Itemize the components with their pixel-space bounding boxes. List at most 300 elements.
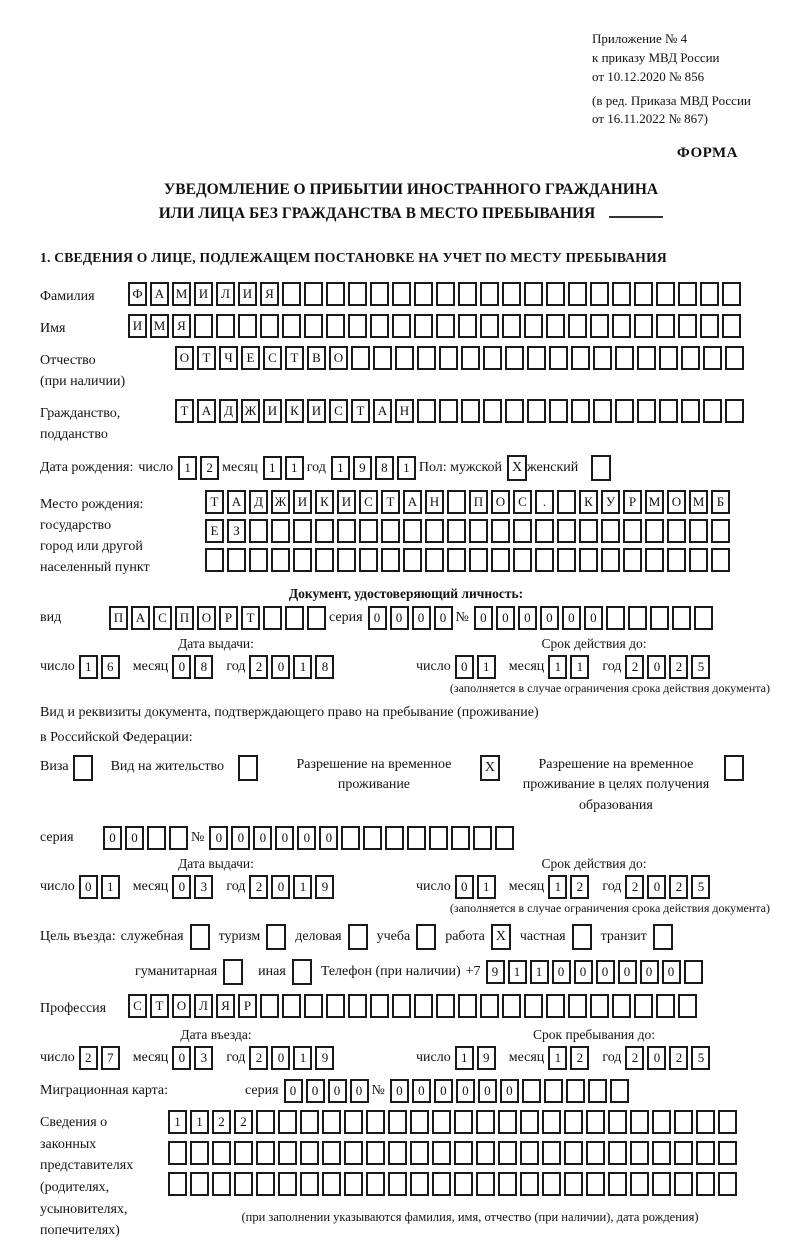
stay-day-cells[interactable] (455, 1046, 499, 1070)
char-cell[interactable]: К (315, 490, 334, 514)
surname-cells[interactable] (128, 282, 744, 306)
char-cell[interactable]: 5 (691, 875, 710, 899)
char-cell[interactable] (205, 548, 224, 572)
char-cell[interactable] (590, 282, 609, 306)
char-cell[interactable] (447, 548, 466, 572)
char-cell[interactable] (630, 1110, 649, 1134)
purpose-tourism-checkbox[interactable] (266, 924, 286, 950)
char-cell[interactable] (711, 548, 730, 572)
char-cell[interactable] (395, 346, 414, 370)
char-cell[interactable] (454, 1110, 473, 1134)
char-cell[interactable] (476, 1110, 495, 1134)
char-cell[interactable] (388, 1110, 407, 1134)
char-cell[interactable] (370, 314, 389, 338)
char-cell[interactable]: 2 (249, 875, 268, 899)
char-cell[interactable] (234, 1172, 253, 1196)
char-cell[interactable] (502, 314, 521, 338)
char-cell[interactable]: 1 (79, 655, 98, 679)
char-cell[interactable] (480, 994, 499, 1018)
migration-number-cells[interactable] (390, 1079, 632, 1103)
residence-expiry-year-cells[interactable] (625, 875, 713, 899)
char-cell[interactable]: С (153, 606, 172, 630)
patronymic-cells[interactable] (175, 346, 747, 370)
char-cell[interactable]: 0 (596, 960, 615, 984)
char-cell[interactable]: 0 (662, 960, 681, 984)
char-cell[interactable]: И (337, 490, 356, 514)
residence-series-cells[interactable] (103, 826, 191, 850)
char-cell[interactable]: Б (711, 490, 730, 514)
id-doc-kind-cells[interactable] (109, 606, 329, 630)
char-cell[interactable] (718, 1141, 737, 1165)
char-cell[interactable]: 7 (101, 1046, 120, 1070)
char-cell[interactable] (674, 1110, 693, 1134)
char-cell[interactable] (271, 519, 290, 543)
char-cell[interactable] (454, 1172, 473, 1196)
char-cell[interactable] (337, 519, 356, 543)
char-cell[interactable] (520, 1110, 539, 1134)
char-cell[interactable]: А (227, 490, 246, 514)
char-cell[interactable]: 0 (271, 655, 290, 679)
char-cell[interactable] (564, 1172, 583, 1196)
char-cell[interactable] (696, 1172, 715, 1196)
char-cell[interactable] (656, 994, 675, 1018)
legal-reps-cells-row3[interactable] (168, 1172, 772, 1196)
char-cell[interactable]: 0 (79, 875, 98, 899)
char-cell[interactable]: 1 (263, 456, 282, 480)
char-cell[interactable]: 0 (474, 606, 493, 630)
char-cell[interactable] (315, 519, 334, 543)
char-cell[interactable] (212, 1172, 231, 1196)
char-cell[interactable]: 1 (570, 655, 589, 679)
char-cell[interactable]: Т (175, 399, 194, 423)
char-cell[interactable] (483, 399, 502, 423)
char-cell[interactable]: 0 (172, 1046, 191, 1070)
char-cell[interactable]: 9 (315, 1046, 334, 1070)
char-cell[interactable] (674, 1141, 693, 1165)
char-cell[interactable] (451, 826, 470, 850)
char-cell[interactable]: 0 (390, 606, 409, 630)
char-cell[interactable]: 0 (172, 875, 191, 899)
char-cell[interactable]: 3 (194, 875, 213, 899)
char-cell[interactable]: 5 (691, 1046, 710, 1070)
char-cell[interactable] (351, 346, 370, 370)
char-cell[interactable] (557, 490, 576, 514)
purpose-other-checkbox[interactable] (292, 959, 312, 985)
char-cell[interactable]: О (491, 490, 510, 514)
name-cells[interactable] (128, 314, 744, 338)
char-cell[interactable]: 8 (375, 456, 394, 480)
char-cell[interactable] (454, 1141, 473, 1165)
char-cell[interactable] (652, 1141, 671, 1165)
char-cell[interactable] (417, 399, 436, 423)
char-cell[interactable] (385, 826, 404, 850)
char-cell[interactable] (571, 346, 590, 370)
char-cell[interactable] (469, 548, 488, 572)
char-cell[interactable] (568, 994, 587, 1018)
char-cell[interactable]: Т (351, 399, 370, 423)
char-cell[interactable]: 2 (200, 456, 219, 480)
char-cell[interactable] (689, 519, 708, 543)
char-cell[interactable] (278, 1172, 297, 1196)
char-cell[interactable] (586, 1172, 605, 1196)
char-cell[interactable]: О (329, 346, 348, 370)
char-cell[interactable] (588, 1079, 607, 1103)
char-cell[interactable]: Я (216, 994, 235, 1018)
char-cell[interactable] (549, 346, 568, 370)
char-cell[interactable] (370, 282, 389, 306)
char-cell[interactable]: С (263, 346, 282, 370)
char-cell[interactable] (194, 314, 213, 338)
char-cell[interactable] (659, 399, 678, 423)
char-cell[interactable]: 0 (253, 826, 272, 850)
char-cell[interactable]: Т (150, 994, 169, 1018)
char-cell[interactable]: 0 (552, 960, 571, 984)
char-cell[interactable]: 2 (625, 655, 644, 679)
char-cell[interactable]: 1 (101, 875, 120, 899)
char-cell[interactable] (458, 994, 477, 1018)
char-cell[interactable] (645, 548, 664, 572)
char-cell[interactable] (498, 1141, 517, 1165)
char-cell[interactable]: М (689, 490, 708, 514)
char-cell[interactable]: 8 (194, 655, 213, 679)
char-cell[interactable] (432, 1141, 451, 1165)
residence-expiry-day-cells[interactable] (455, 875, 499, 899)
char-cell[interactable] (344, 1110, 363, 1134)
char-cell[interactable]: О (172, 994, 191, 1018)
char-cell[interactable]: А (131, 606, 150, 630)
char-cell[interactable]: И (307, 399, 326, 423)
char-cell[interactable] (447, 519, 466, 543)
char-cell[interactable] (348, 282, 367, 306)
char-cell[interactable] (212, 1141, 231, 1165)
char-cell[interactable] (461, 399, 480, 423)
char-cell[interactable] (718, 1110, 737, 1134)
char-cell[interactable] (392, 314, 411, 338)
char-cell[interactable]: 0 (456, 1079, 475, 1103)
char-cell[interactable] (392, 994, 411, 1018)
char-cell[interactable] (238, 314, 257, 338)
char-cell[interactable] (322, 1141, 341, 1165)
char-cell[interactable] (337, 548, 356, 572)
char-cell[interactable]: 0 (434, 1079, 453, 1103)
id-doc-number-cells[interactable] (474, 606, 716, 630)
char-cell[interactable]: И (263, 399, 282, 423)
char-cell[interactable]: 2 (669, 655, 688, 679)
char-cell[interactable]: Д (219, 399, 238, 423)
char-cell[interactable] (473, 826, 492, 850)
char-cell[interactable]: 0 (412, 606, 431, 630)
char-cell[interactable]: 0 (390, 1079, 409, 1103)
char-cell[interactable]: 0 (647, 655, 666, 679)
char-cell[interactable]: О (197, 606, 216, 630)
char-cell[interactable]: Т (205, 490, 224, 514)
char-cell[interactable] (568, 282, 587, 306)
char-cell[interactable] (524, 994, 543, 1018)
char-cell[interactable] (667, 519, 686, 543)
char-cell[interactable] (696, 1141, 715, 1165)
char-cell[interactable] (216, 314, 235, 338)
char-cell[interactable] (425, 519, 444, 543)
char-cell[interactable] (322, 1110, 341, 1134)
char-cell[interactable]: Н (395, 399, 414, 423)
char-cell[interactable] (359, 519, 378, 543)
char-cell[interactable]: Ф (128, 282, 147, 306)
char-cell[interactable] (678, 994, 697, 1018)
char-cell[interactable] (678, 282, 697, 306)
char-cell[interactable]: Я (172, 314, 191, 338)
char-cell[interactable] (483, 346, 502, 370)
char-cell[interactable] (285, 606, 304, 630)
char-cell[interactable]: 9 (477, 1046, 496, 1070)
char-cell[interactable]: С (359, 490, 378, 514)
char-cell[interactable]: 2 (570, 1046, 589, 1070)
char-cell[interactable] (147, 826, 166, 850)
char-cell[interactable] (271, 548, 290, 572)
char-cell[interactable] (546, 314, 565, 338)
char-cell[interactable] (634, 314, 653, 338)
char-cell[interactable] (410, 1110, 429, 1134)
char-cell[interactable] (249, 519, 268, 543)
char-cell[interactable] (359, 548, 378, 572)
char-cell[interactable] (505, 399, 524, 423)
char-cell[interactable] (725, 346, 744, 370)
char-cell[interactable] (480, 282, 499, 306)
char-cell[interactable]: Т (197, 346, 216, 370)
char-cell[interactable] (564, 1141, 583, 1165)
char-cell[interactable] (300, 1110, 319, 1134)
char-cell[interactable]: 0 (478, 1079, 497, 1103)
char-cell[interactable]: 5 (691, 655, 710, 679)
char-cell[interactable] (366, 1172, 385, 1196)
char-cell[interactable] (513, 519, 532, 543)
char-cell[interactable]: 0 (412, 1079, 431, 1103)
stay-year-cells[interactable] (625, 1046, 713, 1070)
char-cell[interactable]: А (150, 282, 169, 306)
char-cell[interactable]: Р (623, 490, 642, 514)
profession-cells[interactable] (128, 994, 700, 1018)
id-issue-day-cells[interactable] (79, 655, 123, 679)
char-cell[interactable] (689, 548, 708, 572)
char-cell[interactable]: К (285, 399, 304, 423)
char-cell[interactable] (700, 282, 719, 306)
char-cell[interactable]: 1 (477, 875, 496, 899)
char-cell[interactable]: 0 (350, 1079, 369, 1103)
char-cell[interactable]: 1 (548, 1046, 567, 1070)
char-cell[interactable]: 0 (455, 655, 474, 679)
migration-series-cells[interactable] (284, 1079, 372, 1103)
char-cell[interactable] (491, 548, 510, 572)
legal-reps-cells-row2[interactable] (168, 1141, 772, 1165)
char-cell[interactable]: 1 (455, 1046, 474, 1070)
purpose-study-checkbox[interactable] (416, 924, 436, 950)
char-cell[interactable]: О (667, 490, 686, 514)
char-cell[interactable] (341, 826, 360, 850)
id-issue-month-cells[interactable] (172, 655, 216, 679)
char-cell[interactable] (282, 994, 301, 1018)
char-cell[interactable] (417, 346, 436, 370)
char-cell[interactable]: Е (241, 346, 260, 370)
char-cell[interactable] (566, 1079, 585, 1103)
birth-year-cells[interactable] (331, 456, 419, 480)
id-expiry-year-cells[interactable] (625, 655, 713, 679)
char-cell[interactable] (672, 606, 691, 630)
char-cell[interactable] (447, 490, 466, 514)
char-cell[interactable] (381, 548, 400, 572)
char-cell[interactable] (623, 519, 642, 543)
char-cell[interactable] (260, 314, 279, 338)
char-cell[interactable] (546, 282, 565, 306)
char-cell[interactable] (476, 1141, 495, 1165)
residence-expiry-month-cells[interactable] (548, 875, 592, 899)
birth-month-cells[interactable] (263, 456, 307, 480)
char-cell[interactable] (564, 1110, 583, 1134)
char-cell[interactable]: 2 (625, 1046, 644, 1070)
char-cell[interactable] (725, 399, 744, 423)
char-cell[interactable] (469, 519, 488, 543)
entry-year-cells[interactable] (249, 1046, 337, 1070)
char-cell[interactable] (535, 519, 554, 543)
purpose-private-checkbox[interactable] (572, 924, 592, 950)
char-cell[interactable] (498, 1172, 517, 1196)
option-temp-residence-education-checkbox[interactable] (724, 755, 744, 781)
char-cell[interactable]: 0 (271, 1046, 290, 1070)
char-cell[interactable]: 9 (315, 875, 334, 899)
char-cell[interactable] (322, 1172, 341, 1196)
char-cell[interactable] (348, 994, 367, 1018)
char-cell[interactable]: Р (238, 994, 257, 1018)
char-cell[interactable] (549, 399, 568, 423)
option-visa-checkbox[interactable] (73, 755, 93, 781)
residence-issue-year-cells[interactable] (249, 875, 337, 899)
char-cell[interactable] (278, 1110, 297, 1134)
char-cell[interactable] (612, 994, 631, 1018)
char-cell[interactable] (571, 399, 590, 423)
char-cell[interactable] (432, 1172, 451, 1196)
char-cell[interactable] (667, 548, 686, 572)
char-cell[interactable]: Т (285, 346, 304, 370)
char-cell[interactable] (513, 548, 532, 572)
char-cell[interactable]: 1 (293, 1046, 312, 1070)
char-cell[interactable]: 0 (618, 960, 637, 984)
char-cell[interactable] (612, 282, 631, 306)
char-cell[interactable]: 9 (486, 960, 505, 984)
char-cell[interactable] (366, 1110, 385, 1134)
char-cell[interactable]: Ж (271, 490, 290, 514)
char-cell[interactable] (524, 314, 543, 338)
char-cell[interactable]: И (238, 282, 257, 306)
char-cell[interactable]: 0 (231, 826, 250, 850)
birth-place-cells-row3[interactable] (205, 548, 733, 572)
char-cell[interactable] (502, 282, 521, 306)
char-cell[interactable] (546, 994, 565, 1018)
birth-place-cells-row1[interactable] (205, 490, 733, 514)
stay-month-cells[interactable] (548, 1046, 592, 1070)
char-cell[interactable] (366, 1141, 385, 1165)
char-cell[interactable] (370, 994, 389, 1018)
char-cell[interactable]: 0 (647, 875, 666, 899)
char-cell[interactable] (593, 346, 612, 370)
char-cell[interactable]: 8 (315, 655, 334, 679)
char-cell[interactable] (608, 1141, 627, 1165)
char-cell[interactable] (256, 1110, 275, 1134)
char-cell[interactable] (410, 1172, 429, 1196)
char-cell[interactable]: 0 (496, 606, 515, 630)
char-cell[interactable] (694, 606, 713, 630)
char-cell[interactable] (703, 399, 722, 423)
char-cell[interactable]: 0 (275, 826, 294, 850)
char-cell[interactable]: 1 (477, 655, 496, 679)
char-cell[interactable] (593, 399, 612, 423)
char-cell[interactable]: У (601, 490, 620, 514)
char-cell[interactable] (190, 1172, 209, 1196)
char-cell[interactable] (579, 519, 598, 543)
char-cell[interactable]: 2 (669, 1046, 688, 1070)
char-cell[interactable]: 1 (548, 875, 567, 899)
char-cell[interactable] (300, 1141, 319, 1165)
char-cell[interactable]: 2 (234, 1110, 253, 1134)
phone-cells[interactable] (486, 960, 706, 984)
char-cell[interactable] (293, 548, 312, 572)
char-cell[interactable]: 0 (500, 1079, 519, 1103)
char-cell[interactable] (344, 1141, 363, 1165)
char-cell[interactable]: 0 (328, 1079, 347, 1103)
char-cell[interactable] (425, 548, 444, 572)
char-cell[interactable] (608, 1110, 627, 1134)
char-cell[interactable]: З (227, 519, 246, 543)
entry-month-cells[interactable] (172, 1046, 216, 1070)
char-cell[interactable]: 0 (319, 826, 338, 850)
char-cell[interactable] (168, 1172, 187, 1196)
id-expiry-month-cells[interactable] (548, 655, 592, 679)
char-cell[interactable] (256, 1172, 275, 1196)
char-cell[interactable] (304, 994, 323, 1018)
char-cell[interactable] (414, 282, 433, 306)
char-cell[interactable]: Д (249, 490, 268, 514)
char-cell[interactable] (684, 960, 703, 984)
purpose-humanitarian-checkbox[interactable] (223, 959, 243, 985)
char-cell[interactable]: 0 (640, 960, 659, 984)
char-cell[interactable] (263, 606, 282, 630)
char-cell[interactable]: 1 (190, 1110, 209, 1134)
char-cell[interactable] (476, 1172, 495, 1196)
char-cell[interactable]: Т (241, 606, 260, 630)
char-cell[interactable]: 0 (540, 606, 559, 630)
char-cell[interactable] (260, 994, 279, 1018)
char-cell[interactable] (436, 282, 455, 306)
char-cell[interactable] (410, 1141, 429, 1165)
char-cell[interactable] (542, 1141, 561, 1165)
char-cell[interactable]: Л (194, 994, 213, 1018)
char-cell[interactable] (227, 548, 246, 572)
char-cell[interactable]: 1 (178, 456, 197, 480)
char-cell[interactable] (650, 606, 669, 630)
char-cell[interactable]: 0 (306, 1079, 325, 1103)
citizenship-cells[interactable] (175, 399, 747, 423)
char-cell[interactable]: 0 (209, 826, 228, 850)
option-residence-permit-checkbox[interactable] (238, 755, 258, 781)
char-cell[interactable]: Р (219, 606, 238, 630)
id-expiry-day-cells[interactable] (455, 655, 499, 679)
char-cell[interactable] (634, 282, 653, 306)
char-cell[interactable] (628, 606, 647, 630)
char-cell[interactable] (326, 314, 345, 338)
char-cell[interactable]: С (513, 490, 532, 514)
char-cell[interactable] (586, 1110, 605, 1134)
char-cell[interactable] (601, 548, 620, 572)
char-cell[interactable]: 0 (434, 606, 453, 630)
char-cell[interactable] (436, 314, 455, 338)
char-cell[interactable] (681, 399, 700, 423)
